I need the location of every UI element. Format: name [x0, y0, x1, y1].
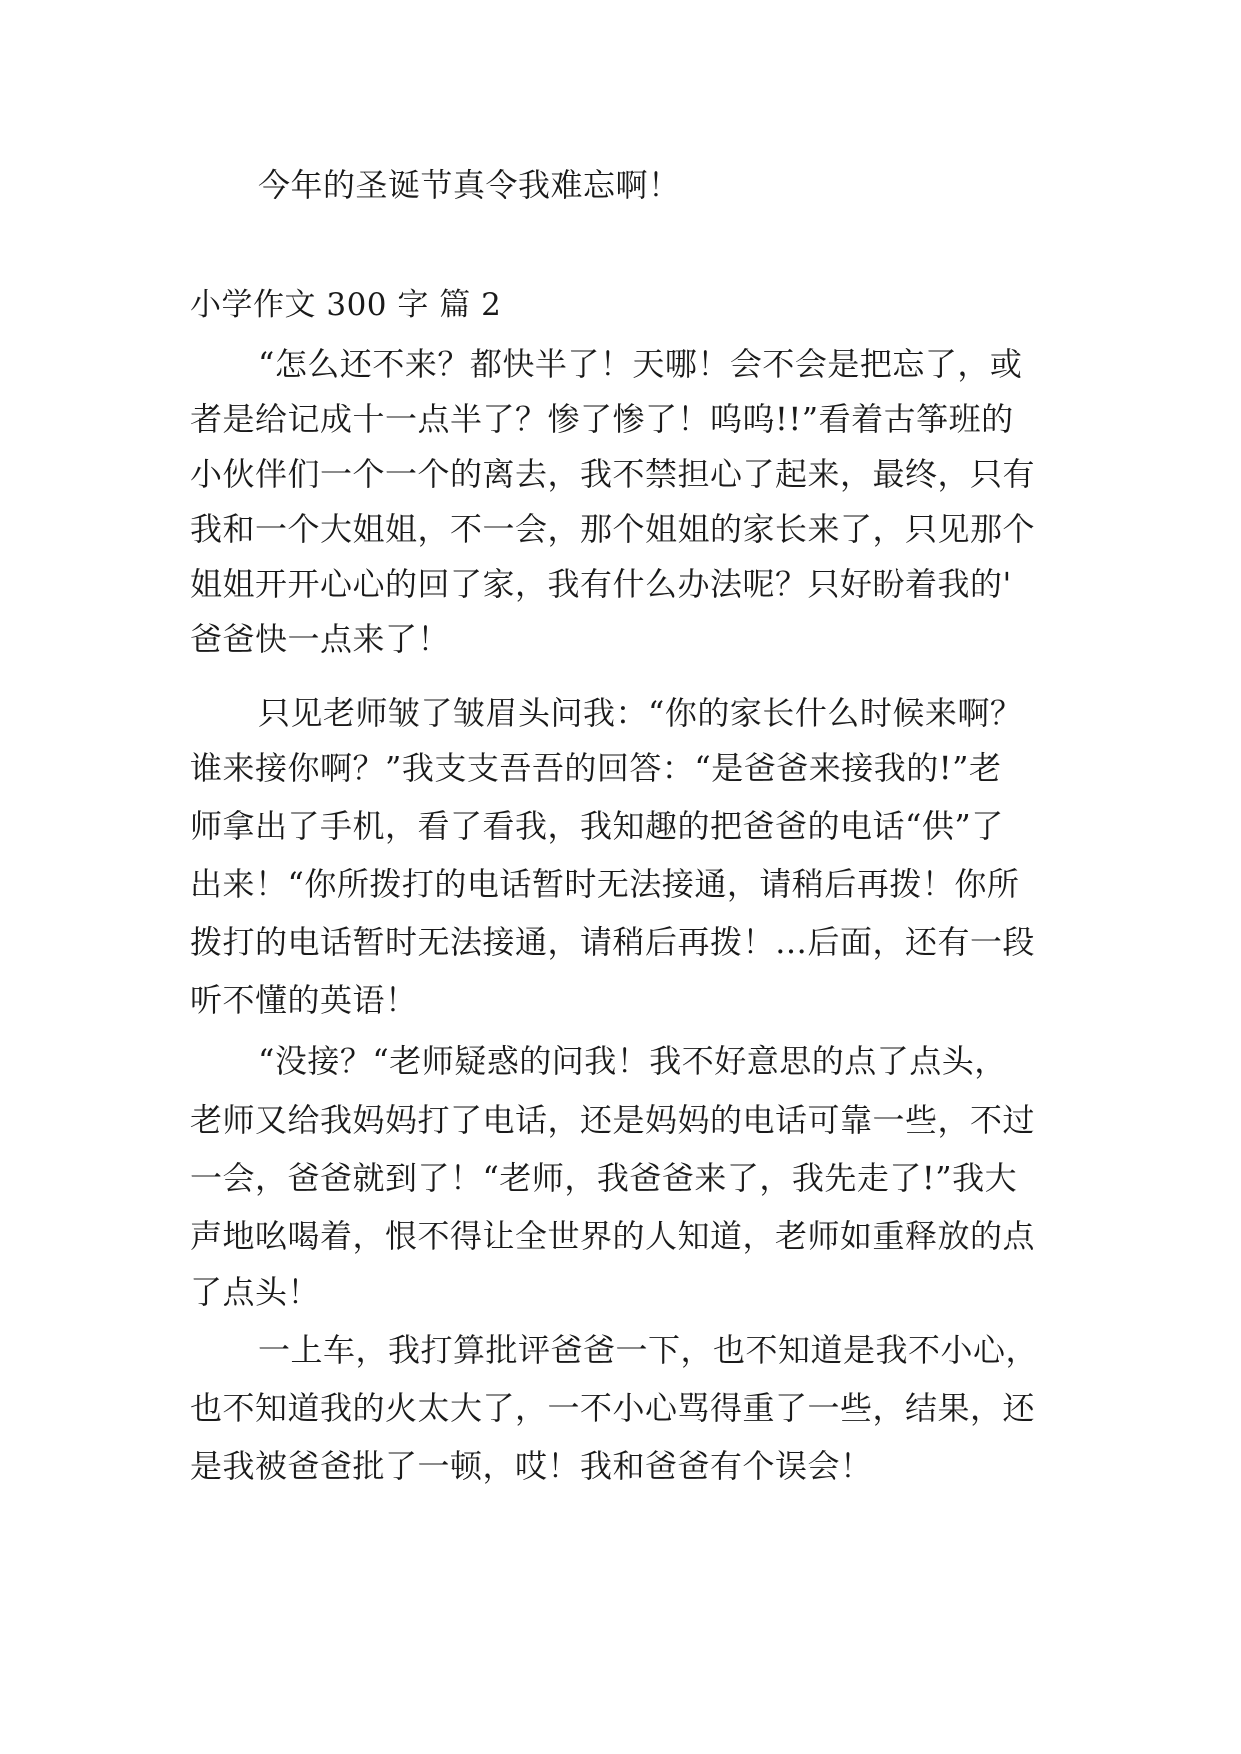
paragraph-2-line-2: 谁来接你啊？”我支支吾吾的回答：“是爸爸来接我的!”老	[190, 749, 1002, 787]
paragraph-2-line-6: 听不懂的英语！	[190, 981, 418, 1019]
paragraph-3-line-2: 老师又给我妈妈打了电话，还是妈妈的电话可靠一些，不过	[190, 1101, 1036, 1139]
paragraph-2-line-5: 拨打的电话暂时无法接通，请稍后再拨！…后面，还有一段	[190, 923, 1036, 961]
paragraph-2-line-4: 出来！“你所拨打的电话暂时无法接通，请稍后再拨！你所	[190, 865, 1020, 903]
paragraph-1-line-6: 爸爸快一点来了！	[190, 620, 451, 658]
essay-heading: 小学作文 300 字 篇 2	[190, 287, 502, 323]
paragraph-1-line-2: 者是给记成十一点半了？惨了惨了！呜呜!!”看着古筝班的	[190, 400, 1014, 438]
paragraph-4-line-3: 是我被爸爸批了一顿，哎！我和爸爸有个误会！	[190, 1447, 873, 1485]
paragraph-3-line-5: 了点头！	[190, 1273, 321, 1311]
paragraph-3-line-1: “没接？“老师疑惑的问我！我不好意思的点了点头，	[258, 1042, 1007, 1080]
closing-line: 今年的圣诞节真令我难忘啊！	[258, 166, 681, 204]
paragraph-1-line-3: 小伙伴们一个一个的离去，我不禁担心了起来，最终，只有	[190, 455, 1036, 493]
paragraph-1-line-4: 我和一个大姐姐，不一会，那个姐姐的家长来了，只见那个	[190, 510, 1036, 548]
paragraph-2-line-1: 只见老师皱了皱眉头问我：“你的家长什么时候来啊？	[258, 694, 1023, 732]
paragraph-1-line-1: “怎么还不来？都快半了！天哪！会不会是把忘了，或	[258, 345, 1023, 383]
paragraph-1-line-5: 姐姐开开心心的回了家，我有什么办法呢？只好盼着我的'	[190, 565, 1012, 603]
paragraph-2-line-3: 师拿出了手机，看了看我，我知趣的把爸爸的电话“供”了	[190, 807, 1004, 845]
paragraph-3-line-4: 声地吆喝着，恨不得让全世界的人知道，老师如重释放的点	[190, 1217, 1036, 1255]
paragraph-4-line-2: 也不知道我的火太大了，一不小心骂得重了一些，结果，还	[190, 1389, 1036, 1427]
paragraph-3-line-3: 一会，爸爸就到了！“老师，我爸爸来了，我先走了!”我大	[190, 1159, 1018, 1197]
paragraph-4-line-1: 一上车，我打算批评爸爸一下，也不知道是我不小心，	[258, 1331, 1039, 1369]
